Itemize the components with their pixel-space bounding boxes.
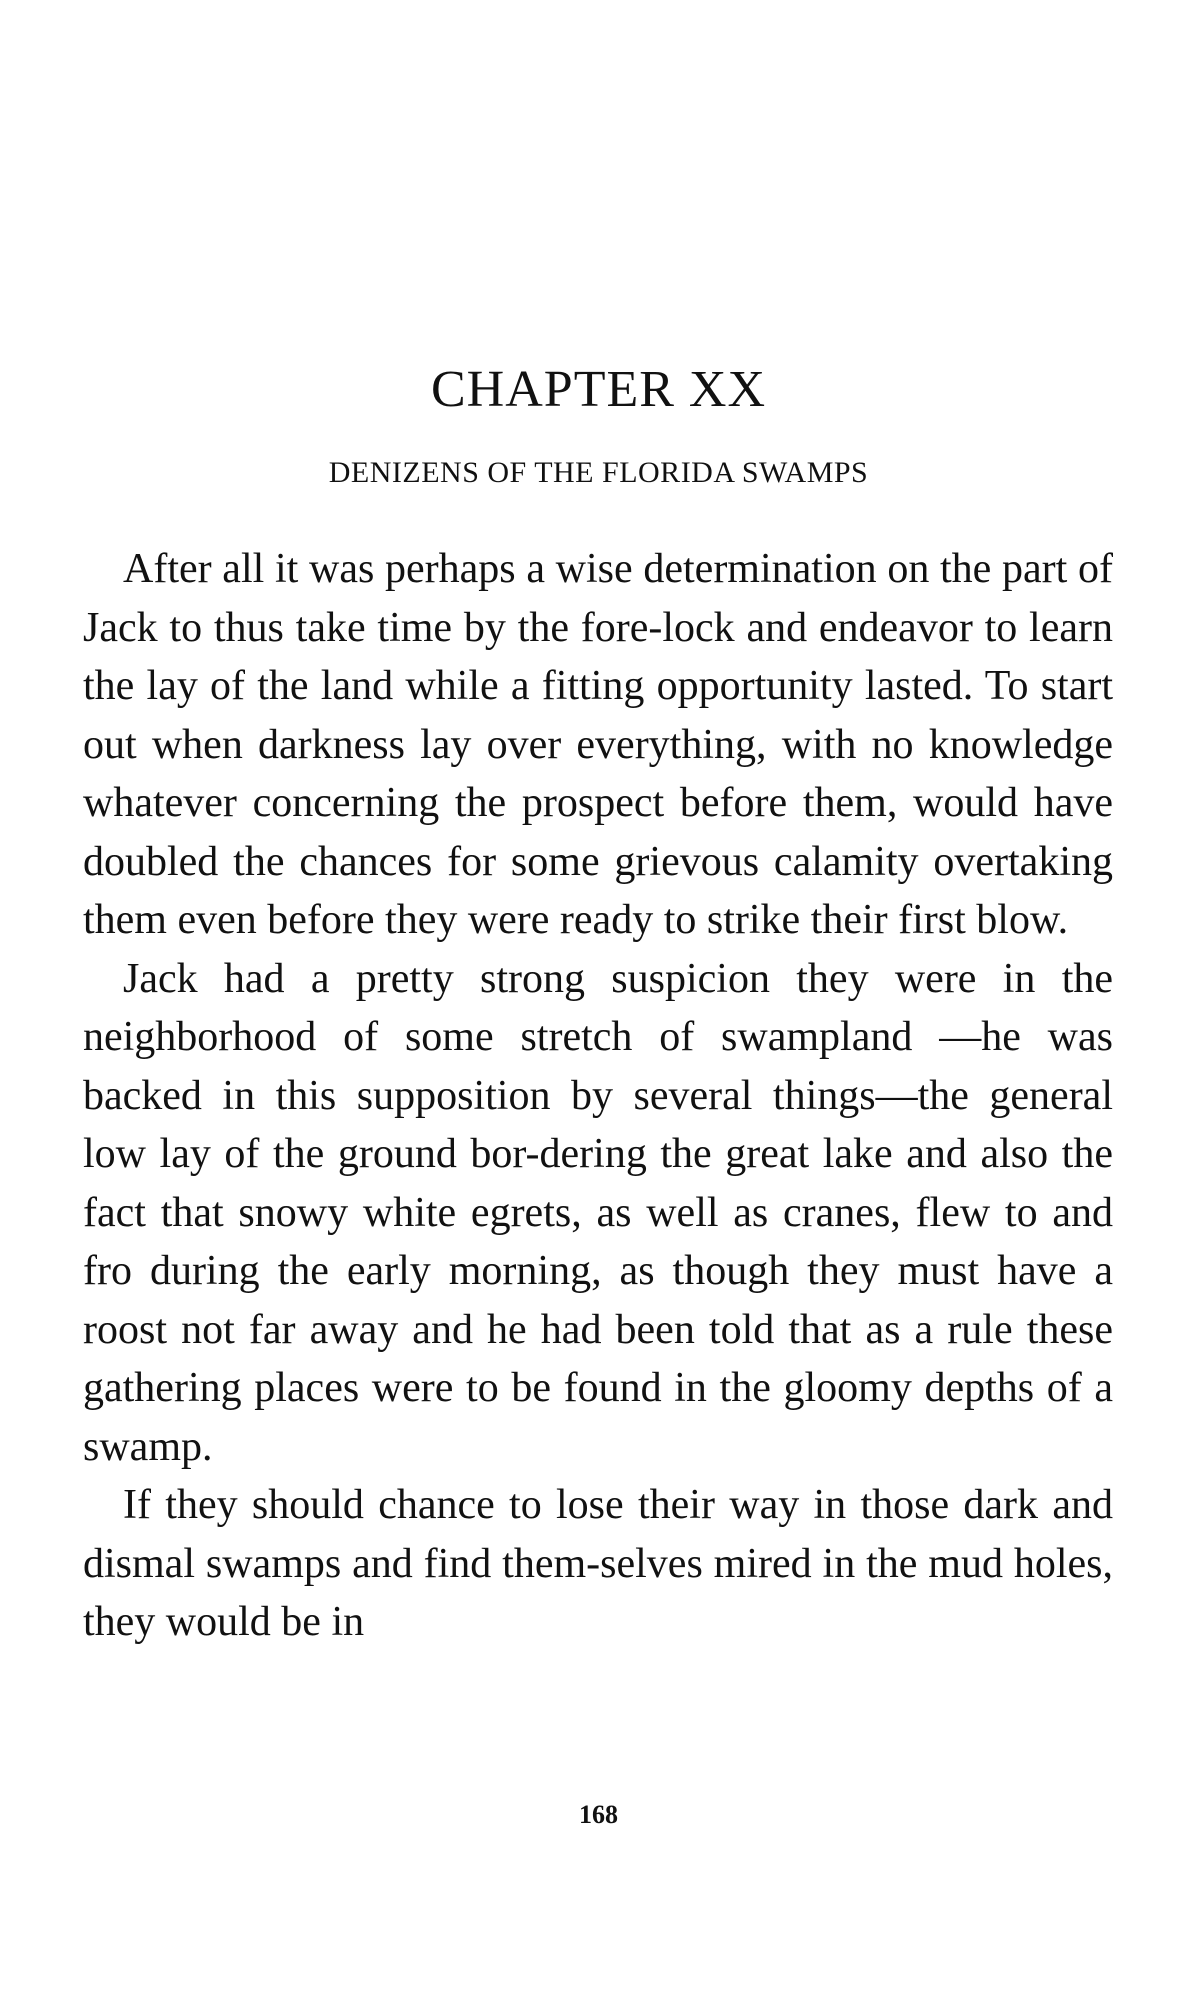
page-number: 168 (579, 1800, 618, 1829)
paragraph: After all it was perhaps a wise determination on the part of Jack to thus take time by the fore-lock and endeavor to learn the lay of the land while a fitting opportunity lasted. To start out when darkness lay over everything, with no knowledge whatever concerning the prospect before them, would have doubled the chances for some grievous calamity overtaking them even before they were ready to strike their first blow. (83, 546, 1113, 943)
body-text (83, 540, 1113, 1652)
paragraph: Jack had a pretty strong suspicion they were in the neighborhood of some stretch of swampland —he was backed in this supposition by several things—the general low lay of the ground bor-dering the great lake and also the fact that snowy white egrets, as well as cranes, flew to and fro during the early morning, as though they must have a roost not far away and he had been told that as a rule these gathering places were to be found in the gloomy depths of a swamp. (83, 955, 1113, 1470)
paragraph: If they should chance to lose their way in those dark and dismal swamps and find them-selves mired in the mud holes, they would be in (83, 1482, 1113, 1645)
chapter-subtitle: DENIZENS OF THE FLORIDA SWAMPS (328, 456, 869, 489)
chapter-title: CHAPTER XX (430, 361, 767, 418)
